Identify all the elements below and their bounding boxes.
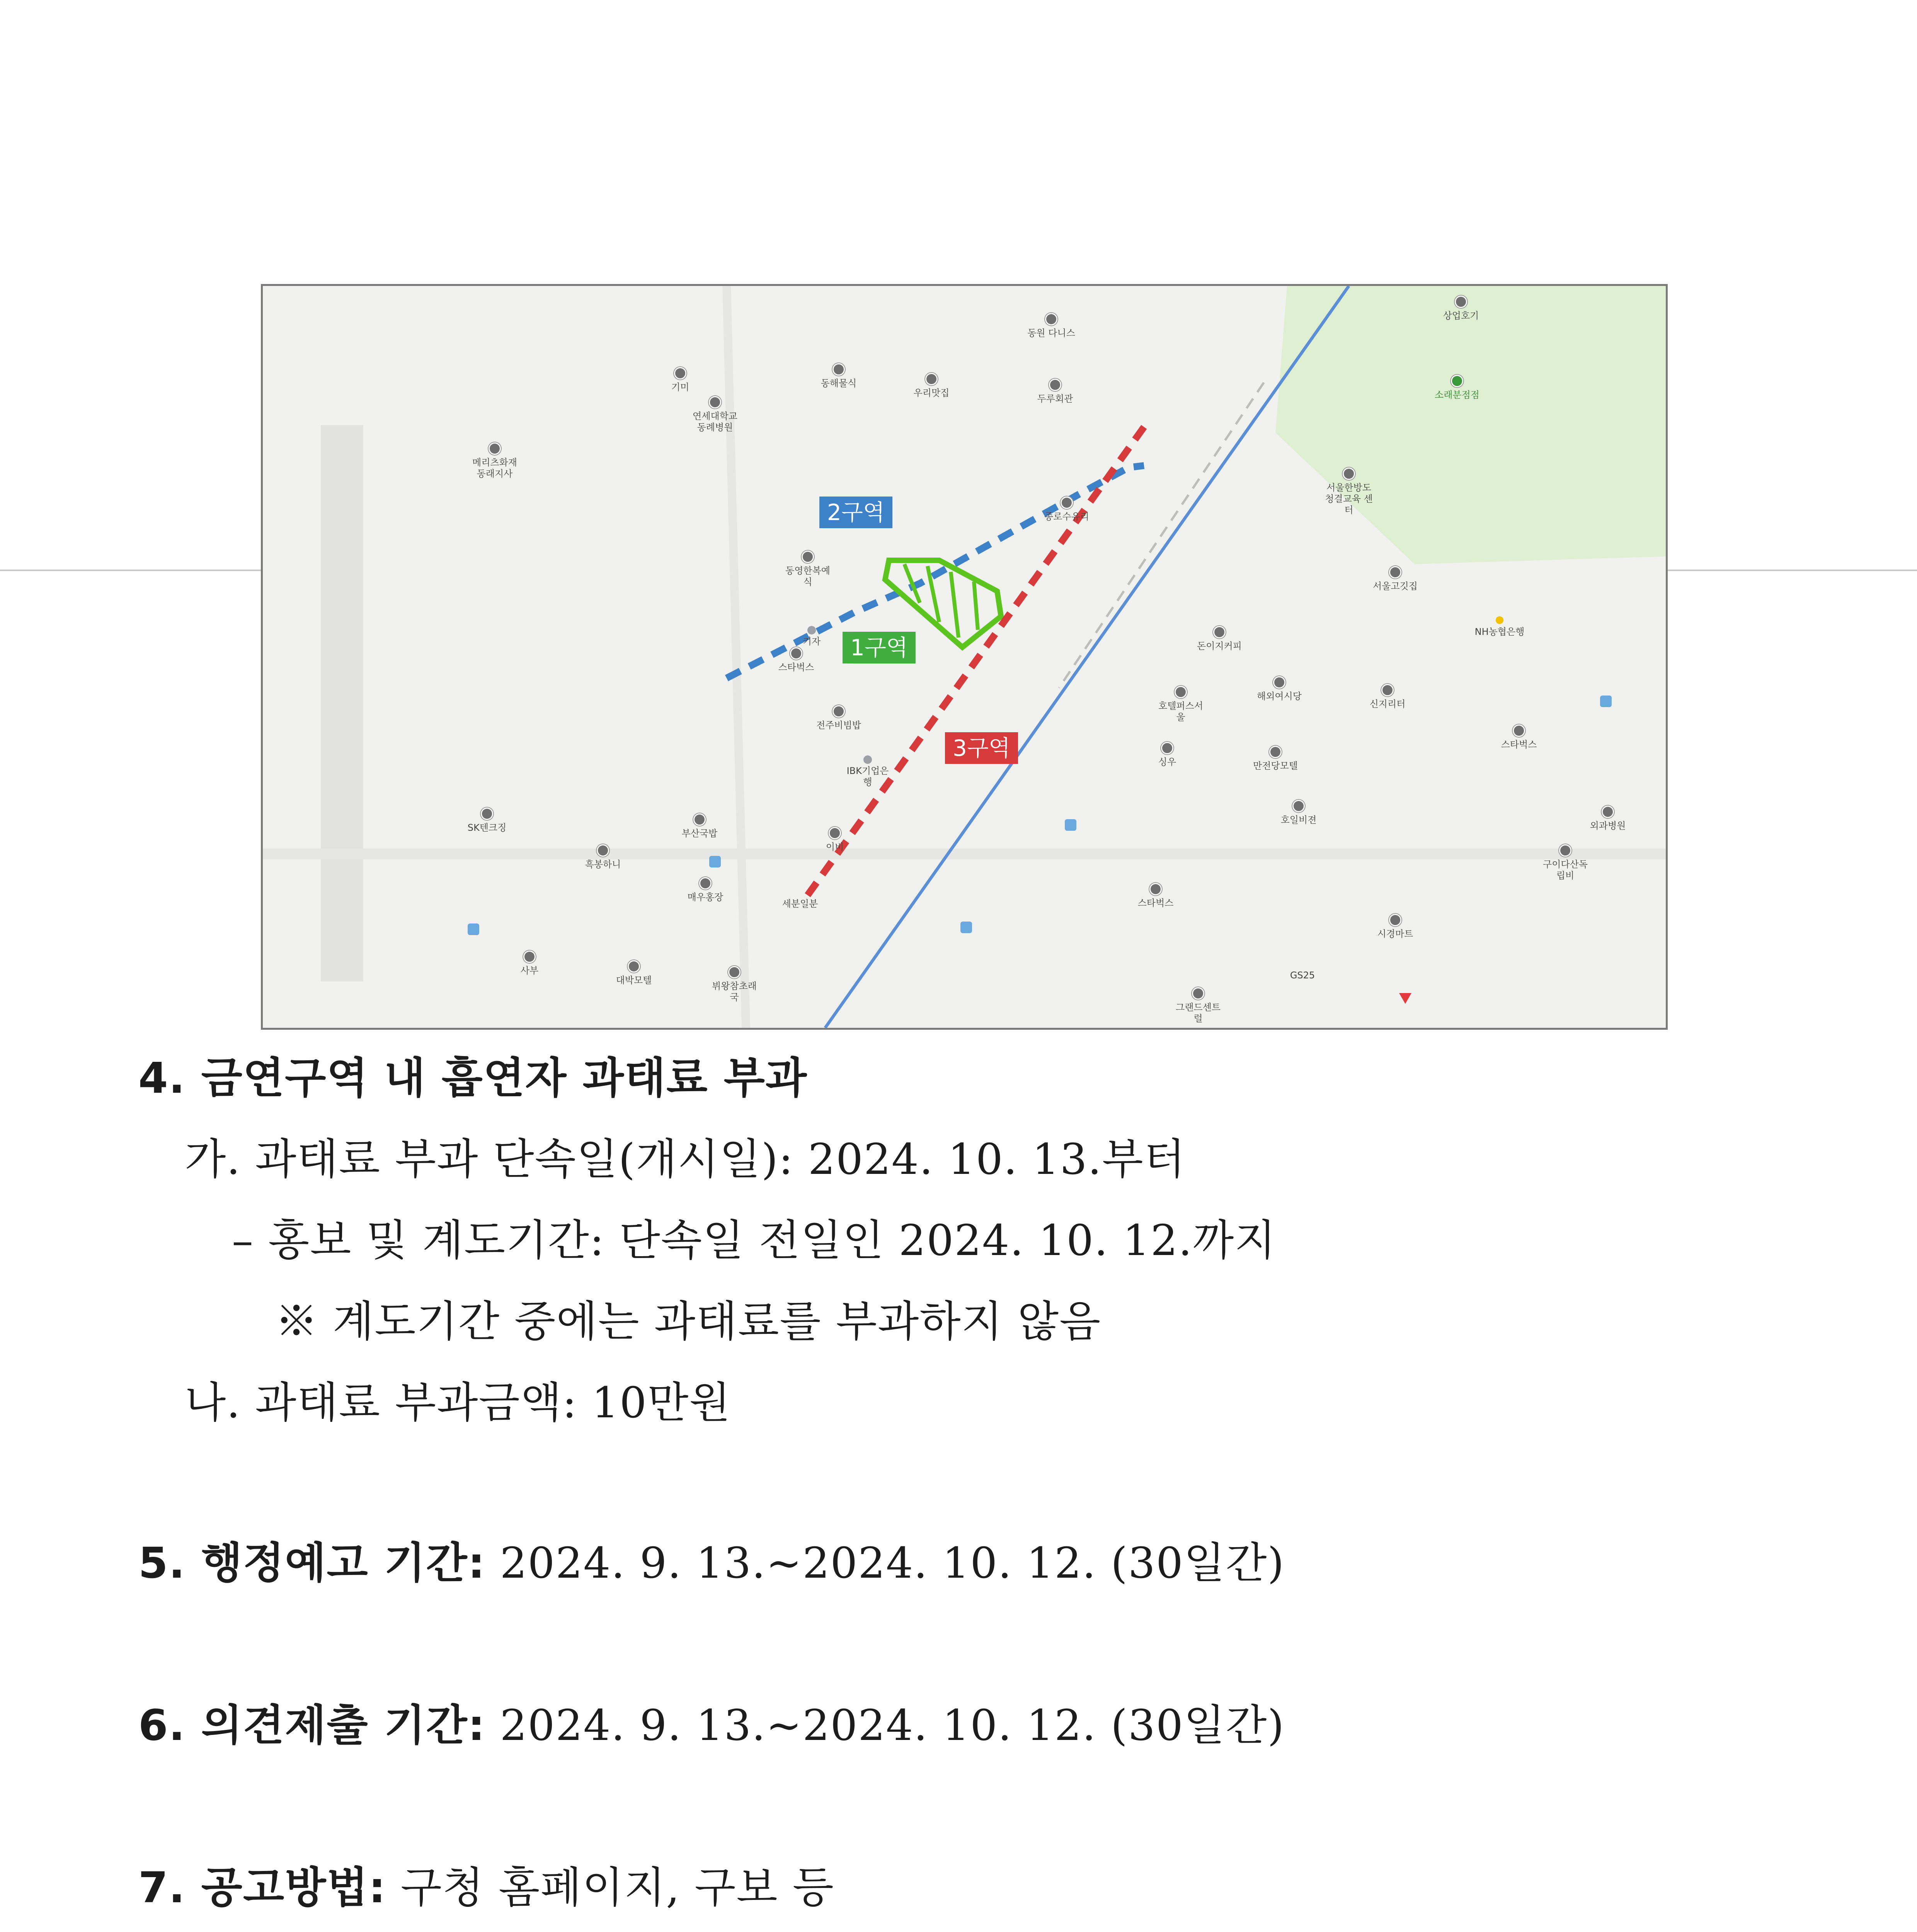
poi-icon: [1389, 914, 1401, 926]
poi: [814, 363, 864, 389]
poi-icon: [807, 626, 816, 634]
poi-label: NH농협은행: [1474, 626, 1525, 637]
poi: [462, 808, 512, 833]
section7-value: 구청 홈페이지, 구보 등: [400, 1863, 834, 1912]
poi: [655, 367, 705, 393]
section7-heading: 7. 공고방법:: [138, 1863, 386, 1912]
poi-label: 소래분점점: [1435, 389, 1479, 400]
poi: [1370, 914, 1420, 940]
poi-label: 우리맛집: [913, 388, 950, 398]
poi: [775, 898, 825, 910]
poi-label: 종로수유리: [1044, 511, 1089, 522]
poi-icon: [693, 813, 706, 826]
poi-label: 연세대학교 동례병원: [693, 411, 737, 433]
poi: [470, 442, 520, 480]
poi: [1436, 296, 1486, 321]
poi-icon: [1213, 626, 1226, 638]
poi: [783, 551, 833, 588]
poi-label: 이비: [826, 842, 844, 852]
poi-label: 메리츠화재 동래지사: [472, 457, 517, 479]
section5-value: 2024. 9. 13.~2024. 10. 12. (30일간): [500, 1538, 1285, 1588]
poi-icon: [925, 373, 938, 385]
poi-icon: [1559, 844, 1571, 857]
poi-icon: [802, 551, 814, 563]
poi-icon: [1381, 684, 1394, 696]
poi-label: 대박모텔: [616, 975, 652, 986]
poi-icon: [481, 808, 493, 820]
poi-label: 호일비젼: [1280, 815, 1317, 825]
poi-label: 시경마트: [1377, 929, 1413, 939]
section4-item-na: 나. 과태료 부과금액: 10만원: [185, 1378, 731, 1427]
poi-icon: [1451, 375, 1463, 387]
section4-heading: 4. 금연구역 내 흡연자 과태료 부과: [138, 1053, 808, 1103]
poi-label: 신지리터: [1369, 699, 1406, 709]
poi-label: 만전당모텔: [1253, 760, 1298, 771]
poi-label: 부산국밥: [681, 828, 718, 839]
poi-icon: [597, 844, 609, 857]
section4-item-ga: 가. 과태료 부과 단속일(개시일): 2024. 10. 13.부터: [185, 1134, 1186, 1184]
poi-icon: [1455, 296, 1467, 308]
poi: [1173, 987, 1223, 1024]
poi-label: IBK기업은행: [846, 765, 889, 787]
poi: [1370, 566, 1420, 592]
poi-label: 두루회관: [1037, 393, 1073, 404]
map-pin-icon: [1399, 993, 1411, 1004]
section6-value: 2024. 9. 13.~2024. 10. 12. (30일간): [500, 1701, 1285, 1750]
section6-heading: 6. 의견제출 기간:: [138, 1701, 486, 1750]
poi-icon: [1602, 806, 1614, 818]
poi: [1324, 468, 1374, 515]
bus-stop-icon: [709, 856, 721, 867]
poi: [609, 960, 659, 986]
section5-heading: 5. 행정예고 기간:: [138, 1538, 486, 1588]
bus-stop-icon: [960, 922, 972, 933]
poi-icon: [1292, 800, 1305, 812]
poi-icon: [1496, 616, 1503, 624]
poi-icon: [1192, 987, 1204, 1000]
poi-label: 전주비빔밥: [816, 720, 861, 731]
poi-label: 매우홍장: [687, 892, 724, 903]
poi-icon: [1389, 566, 1401, 578]
poi: [1194, 626, 1245, 652]
poi-label: 스타벅스: [1501, 739, 1537, 750]
poi-label: 흑봉하니: [585, 859, 621, 870]
poi-label: 구이다산독립비: [1543, 859, 1588, 881]
poi: [709, 966, 759, 1003]
poi-icon: [728, 966, 741, 978]
bus-stop-icon: [468, 923, 479, 935]
poi-icon: [699, 877, 712, 889]
poi-label: 그랜드센트럴: [1176, 1002, 1221, 1024]
bus-stop-icon: [1600, 696, 1612, 707]
poi-label: 뷔왕참초래국: [712, 981, 757, 1003]
poi-label: SK텐크징: [467, 822, 507, 833]
poi-icon: [1343, 468, 1355, 480]
poi-label: 서울고깃집: [1373, 581, 1418, 592]
poi-label: 동원 다니스: [1027, 328, 1075, 338]
section7-row: [138, 1863, 834, 1912]
poi-icon: [1061, 497, 1073, 509]
poi-icon: [489, 442, 501, 455]
poi-icon: [523, 951, 536, 963]
poi: [1042, 497, 1092, 522]
poi: [1130, 883, 1181, 909]
poi: [787, 626, 837, 647]
poi-label: 동영한복예식: [785, 565, 830, 587]
section6-row: [138, 1701, 1285, 1750]
poi-label: 돈이지커피: [1197, 641, 1242, 651]
poi: [1156, 686, 1206, 723]
poi-icon: [863, 755, 872, 764]
poi-label: 외과병원: [1590, 820, 1626, 831]
poi: [1142, 742, 1192, 768]
poi: [1432, 375, 1482, 401]
poi: [1362, 684, 1413, 710]
poi-label: 서울한방도 청결교육 센터: [1325, 482, 1373, 515]
poi-label: 기미: [671, 382, 690, 393]
section4-note: ※ 계도기간 중에는 과태료를 부과하지 않음: [275, 1297, 1102, 1346]
poi-icon: [1149, 883, 1162, 895]
poi-icon: [829, 827, 841, 839]
poi-icon: [1513, 724, 1525, 737]
poi: [1250, 746, 1301, 772]
poi: [1026, 313, 1076, 339]
zone3-label: 3구역: [945, 732, 1018, 764]
poi-icon: [1045, 313, 1057, 325]
poi-label: 동해물식: [821, 378, 857, 389]
poi-icon: [1161, 742, 1173, 754]
poi: [690, 396, 740, 433]
poi-icon: [674, 367, 686, 379]
poi-icon: [790, 647, 802, 660]
poi: [1030, 379, 1080, 405]
poi: [843, 755, 893, 788]
poi-label: 사부: [520, 965, 539, 976]
poi: [1540, 844, 1590, 881]
poi-icon: [833, 705, 845, 718]
poi-label: 해외여시당: [1257, 691, 1302, 702]
bus-stop-icon: [1065, 819, 1076, 831]
poi: [771, 647, 821, 673]
section4-sub-period: – 홍보 및 계도기간: 단속일 전일인 2024. 10. 12.까지: [232, 1216, 1277, 1265]
poi: [1474, 616, 1525, 638]
poi: [1583, 806, 1633, 832]
poi-label: 키자: [802, 636, 821, 647]
poi-icon: [1269, 746, 1282, 758]
poi-label: GS25: [1290, 970, 1315, 981]
poi: [814, 705, 864, 731]
poi-label: 싱우: [1158, 757, 1176, 767]
poi: [674, 813, 725, 839]
poi-label: 호텔퍼스서울: [1158, 701, 1203, 723]
poi-icon: [628, 960, 640, 973]
poi-icon: [1049, 379, 1061, 391]
side-road: [321, 425, 363, 981]
section5-row: [138, 1538, 1285, 1588]
poi: [1494, 724, 1544, 750]
poi-label: 상업호기: [1443, 310, 1479, 321]
zone1-label: 1구역: [843, 632, 916, 663]
poi-label: 스타벅스: [778, 662, 814, 673]
poi-icon: [709, 396, 721, 408]
poi: [680, 877, 730, 903]
poi: [578, 844, 628, 870]
poi: [1273, 800, 1324, 826]
poi: [810, 827, 860, 853]
poi: [1277, 970, 1328, 981]
zone-map: [261, 284, 1668, 1030]
poi-label: 스타벅스: [1137, 898, 1174, 908]
poi: [906, 373, 957, 399]
poi: [1254, 676, 1304, 702]
poi-label: 세분일분: [782, 898, 818, 909]
poi: [504, 951, 555, 976]
park-area: [1275, 286, 1666, 564]
poi-icon: [1273, 676, 1285, 689]
poi-icon: [1175, 686, 1187, 698]
poi-icon: [833, 363, 845, 376]
zone2-label: 2구역: [819, 497, 892, 528]
